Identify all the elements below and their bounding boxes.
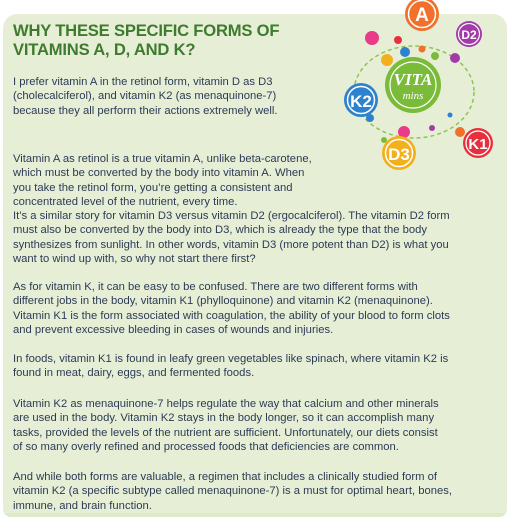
dot-pink: [365, 31, 379, 45]
paragraph-line: It’s a similar story for vitamin D3 versus vitamin D2 (ergocalciferol). The vitamin D2 form: [13, 210, 450, 222]
paragraph-line: As for vitamin K, it can be easy to be confused. There are two different forms with: [13, 281, 418, 293]
paragraph-line: because they all perform their actions extremely well.: [13, 104, 278, 117]
paragraph-5: [13, 352, 499, 381]
dot-orange-2: [455, 127, 465, 137]
paragraph-line: (cholecalciferol), and vitamin K2 (as menaquinone-7): [13, 90, 277, 103]
badge-k2-label: K2: [350, 92, 372, 111]
dot-purple: [450, 53, 460, 63]
paragraph-line: which must be converted by the body into vitamin A. When: [13, 167, 305, 180]
vitamin-a-badge: [405, 0, 439, 31]
vitamins-illustration: [332, 0, 511, 180]
paragraph-line: must also be converted by the body into D3, which is already the type that the body: [13, 224, 427, 237]
title-line-1: WHY THESE SPECIFIC FORMS OF: [13, 21, 280, 40]
paragraph-line: vitamin K2 (a specific subtype called menaquinone-7) is a must for optimal heart, bones,: [13, 485, 452, 498]
paragraph-line: Vitamin K1 is the form associated with coagulation, the ability of your blood to form clots: [13, 309, 450, 322]
paragraph-line: tasks, provided the levels of the nutrient are sufficient. Unfortunately, our diets consist: [13, 426, 438, 439]
paragraph-2: [13, 152, 343, 209]
paragraph-line: of so many overly refined and processed foods that deficiencies are common.: [13, 440, 399, 453]
paragraph-line: concentrated level of the nutrient, every time.: [13, 195, 238, 208]
paragraph-line: In foods, vitamin K1 is found in leafy green vegetables like spinach, where vitamin K2 is: [13, 353, 449, 365]
dot-orange-small: [419, 46, 426, 53]
paragraph-line: want to wind up with, so why not start there first?: [13, 252, 256, 265]
vitamin-d3-badge: [382, 136, 416, 170]
paragraph-line: are used in the body. Vitamin K2 stays in the body longer, so it can accomplish many: [13, 412, 435, 425]
dot-blue-3: [448, 113, 453, 118]
paragraph-line: different jobs in the body, vitamin K1 (phylloquinone) and vitamin K2 (menaquinone).: [13, 295, 433, 308]
vitamin-k1-badge: [463, 128, 493, 158]
dot-blue: [400, 47, 410, 57]
vitamins-center-badge: [385, 57, 441, 113]
badge-d2-label: D2: [461, 28, 477, 42]
paragraph-line: and prevent excessive bleeding in cases of wounds and injuries.: [13, 323, 334, 336]
paragraph-line: you take the retinol form, you’re getting a consistent and: [13, 181, 293, 194]
dot-green: [431, 52, 439, 60]
paragraph-6: [13, 397, 499, 454]
vitamin-k2-badge: [344, 83, 378, 117]
paragraph-7: [13, 470, 499, 513]
paragraph-4: [13, 280, 499, 337]
center-line-2: mins: [402, 90, 424, 102]
paragraph-line: synthesizes from sunlight. In other words, vitamin D3 (more potent than D2) is what you: [13, 238, 449, 251]
dot-yellow: [381, 54, 393, 66]
article-title: [13, 21, 313, 59]
vitamin-d2-badge: [456, 21, 482, 47]
paragraph-line: found in meat, dairy, eggs, and fermented foods.: [13, 367, 255, 380]
panel-bottom-band: [3, 513, 507, 517]
badge-a-label: A: [415, 5, 429, 26]
dot-purple-2: [429, 125, 435, 131]
paragraph-line: Vitamin K2 as menaquinone-7 helps regulate the way that calcium and other minerals: [13, 398, 439, 410]
dot-red-small: [394, 36, 402, 44]
paragraph-line: And while both forms are valuable, a regimen that includes a clinically studied form of: [13, 471, 437, 483]
title-line-2: VITAMINS A, D, AND K?: [13, 40, 196, 59]
paragraph-1: [13, 75, 343, 118]
paragraph-line: immune, and brain function.: [13, 499, 152, 512]
badge-d3-label: D3: [388, 145, 410, 164]
paragraph-line: Vitamin A as retinol is a true vitamin A, unlike beta-carotene,: [13, 153, 312, 165]
paragraph-line: I prefer vitamin A in the retinol form, vitamin D as D3: [13, 76, 273, 88]
center-line-1: VITA: [393, 70, 433, 89]
badge-k1-label: K1: [468, 136, 488, 153]
paragraph-3: [13, 209, 499, 266]
